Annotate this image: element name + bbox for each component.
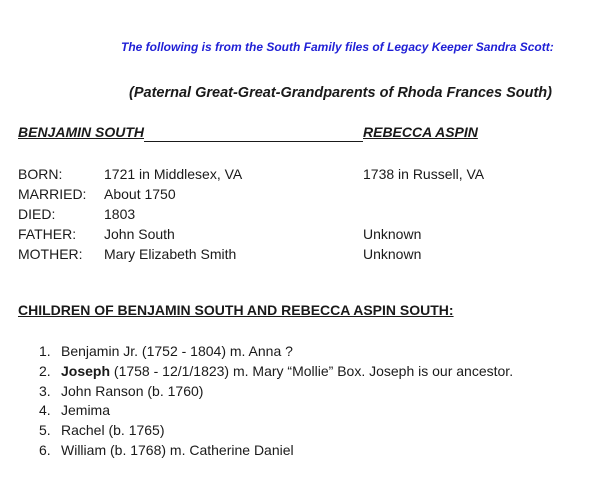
child-details: Rachel (b. 1765) (61, 422, 165, 439)
child-name-bold: Joseph (61, 362, 111, 379)
subtitle: (Paternal Great-Great-Grandparents of Rhoda Frances South) (129, 85, 552, 101)
vitals-label: BORN: (18, 166, 63, 182)
list-number: 3. (39, 382, 51, 399)
husband-value: 1803 (104, 206, 136, 222)
husband-value: Mary Elizabeth Smith (104, 246, 237, 262)
wife-name: REBECCA ASPIN (363, 124, 478, 140)
vitals-label: DIED: (18, 206, 56, 222)
child-details: (1758 - 12/1/1823) m. Mary “Mollie” Box. Joseph is our ancestor. (110, 362, 514, 379)
list-number: 1. (39, 343, 51, 359)
source-line: The following is from the South Family files of Legacy Keeper Sandra Scott: (121, 40, 554, 54)
list-number: 6. (39, 441, 51, 458)
husband-value: 1721 in Middlesex, VA (104, 166, 243, 182)
list-number: 4. (39, 402, 51, 419)
child-entry (61, 362, 513, 382)
child-details: William (b. 1768) m. Catherine Daniel (61, 441, 294, 458)
child-entry (61, 382, 203, 402)
child-details: Benjamin Jr. (1752 - 1804) m. Anna ? (61, 343, 293, 359)
wife-value: Unknown (363, 246, 422, 262)
child-entry (61, 401, 110, 421)
child-details: John Ranson (b. 1760) (61, 382, 204, 399)
husband-name-underline (144, 141, 363, 142)
husband-value: About 1750 (104, 186, 176, 202)
husband-value: John South (104, 226, 175, 242)
child-entry (61, 441, 294, 461)
husband-name: BENJAMIN SOUTH (18, 124, 145, 140)
vitals-label: MARRIED: (18, 186, 87, 202)
wife-value: 1738 in Russell, VA (363, 166, 485, 182)
list-number: 2. (39, 362, 51, 379)
child-entry (61, 421, 165, 441)
list-number: 5. (39, 422, 51, 439)
wife-value: Unknown (363, 226, 422, 242)
child-details: Jemima (61, 402, 111, 419)
children-heading: CHILDREN OF BENJAMIN SOUTH AND REBECCA ASPIN SOUTH: (18, 302, 454, 318)
vitals-label: MOTHER: (18, 246, 83, 262)
child-entry (61, 342, 293, 362)
vitals-label: FATHER: (18, 226, 77, 242)
